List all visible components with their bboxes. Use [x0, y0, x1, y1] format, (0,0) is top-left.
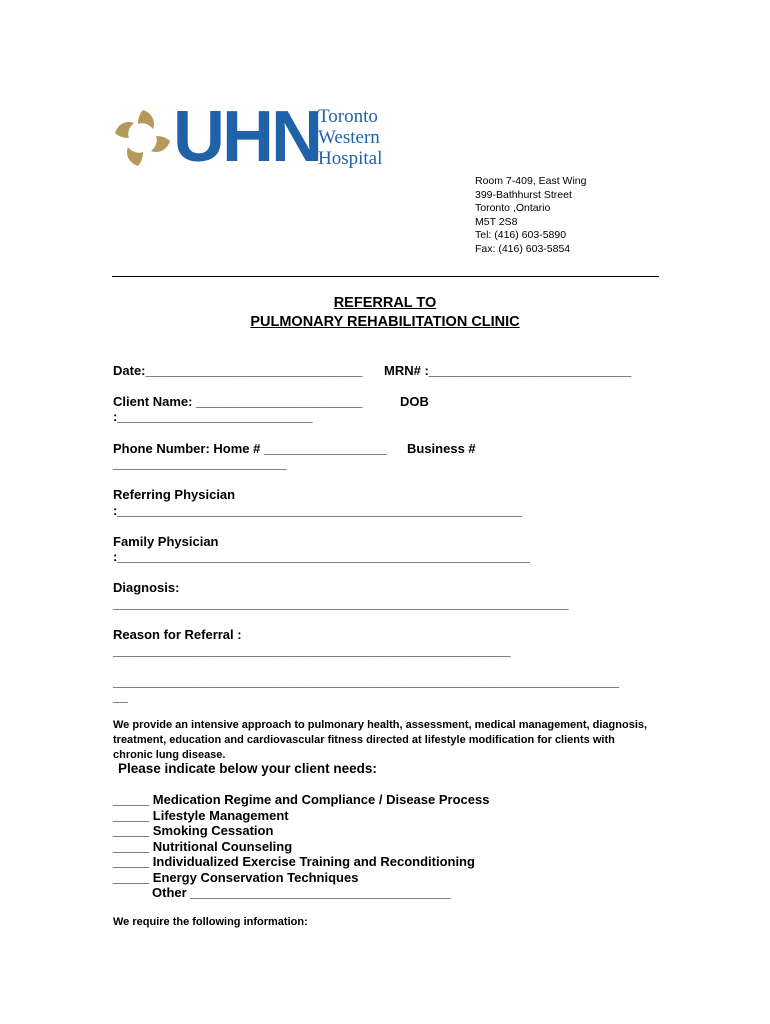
need-label: Smoking Cessation — [152, 823, 274, 838]
other-field[interactable]: Other ____________________________________ — [152, 885, 451, 900]
need-label: Medication Regime and Compliance / Disease Process — [152, 792, 490, 807]
mrn-field[interactable]: MRN# :____________________________ — [384, 363, 632, 378]
reason-field-line2[interactable]: ______________________________________________________________________ — [113, 674, 620, 689]
need-label: Energy Conservation Techniques — [152, 869, 359, 885]
dob-field[interactable]: :___________________________ — [113, 409, 313, 424]
need-item[interactable] — [113, 823, 489, 839]
header-divider — [112, 276, 659, 277]
reason-field-line1[interactable]: _______________________________________________________ — [113, 643, 511, 658]
needs-list — [113, 792, 489, 901]
reason-label: Reason for Referral : — [113, 627, 242, 642]
uhn-wordmark: UHN — [173, 97, 320, 177]
need-label: Nutritional Counseling — [152, 838, 293, 854]
need-item[interactable] — [113, 839, 489, 855]
need-item[interactable] — [113, 792, 489, 808]
clinic-address — [475, 175, 586, 256]
need-checkbox-blank[interactable]: _____ — [113, 807, 150, 823]
business-phone-field[interactable]: ________________________ — [113, 456, 287, 471]
need-label: Lifestyle Management — [152, 807, 289, 823]
address-line: Tel: (416) 603-5890 — [475, 229, 567, 241]
need-checkbox-blank[interactable]: _____ — [113, 792, 150, 807]
program-description: We provide an intensive approach to pulmonary health, assessment, medical management, diagnosis, treatment, education and cardiovascular fitness directed at lifestyle modification for clients with chronic lung disease. — [113, 719, 648, 761]
need-item-other[interactable] — [113, 885, 489, 901]
reason-field-line3[interactable]: __ — [113, 689, 128, 704]
dob-label: DOB — [400, 394, 429, 409]
diagnosis-field[interactable]: _______________________________________________________________ — [113, 596, 569, 611]
address-line: 399-Bathhurst Street — [475, 188, 572, 201]
need-item[interactable] — [113, 808, 489, 824]
needs-prompt: Please indicate below your client needs: — [118, 761, 377, 776]
need-item[interactable] — [113, 870, 489, 886]
date-field[interactable]: Date:______________________________ — [113, 363, 363, 378]
address-line: M5T 2S8 — [475, 215, 518, 228]
uhn-swirl-icon — [112, 107, 174, 169]
need-checkbox-blank[interactable]: _____ — [113, 838, 150, 854]
family-physician-label: Family Physician — [113, 534, 219, 549]
required-info-heading: We require the following information: — [113, 916, 308, 928]
referring-physician-field[interactable]: :________________________________________________________ — [113, 503, 523, 518]
hospital-name: Toronto Western Hospital — [318, 106, 383, 169]
need-checkbox-blank[interactable]: _____ — [113, 854, 150, 869]
diagnosis-label: Diagnosis: — [113, 580, 180, 595]
family-physician-field[interactable]: :_________________________________________________________ — [113, 549, 530, 564]
need-label: Individualized Exercise Training and Reconditioning — [152, 854, 475, 869]
address-line: Toronto ,Ontario — [475, 202, 551, 214]
form-title-line2: PULMONARY REHABILITATION CLINIC — [250, 314, 520, 330]
address-line: Room 7-409, East Wing — [475, 175, 587, 187]
form-title-line1: REFERRAL TO — [333, 295, 437, 311]
need-item[interactable] — [113, 854, 489, 870]
need-checkbox-blank[interactable]: _____ — [113, 823, 150, 838]
need-checkbox-blank[interactable]: _____ — [113, 869, 150, 885]
business-label: Business # — [407, 441, 476, 456]
referring-physician-label: Referring Physician — [113, 487, 236, 502]
address-line: Fax: (416) 603-5854 — [475, 242, 571, 255]
client-name-field[interactable]: Client Name: _______________________ — [113, 394, 363, 409]
phone-home-field[interactable]: Phone Number: Home # _________________ — [113, 441, 387, 456]
